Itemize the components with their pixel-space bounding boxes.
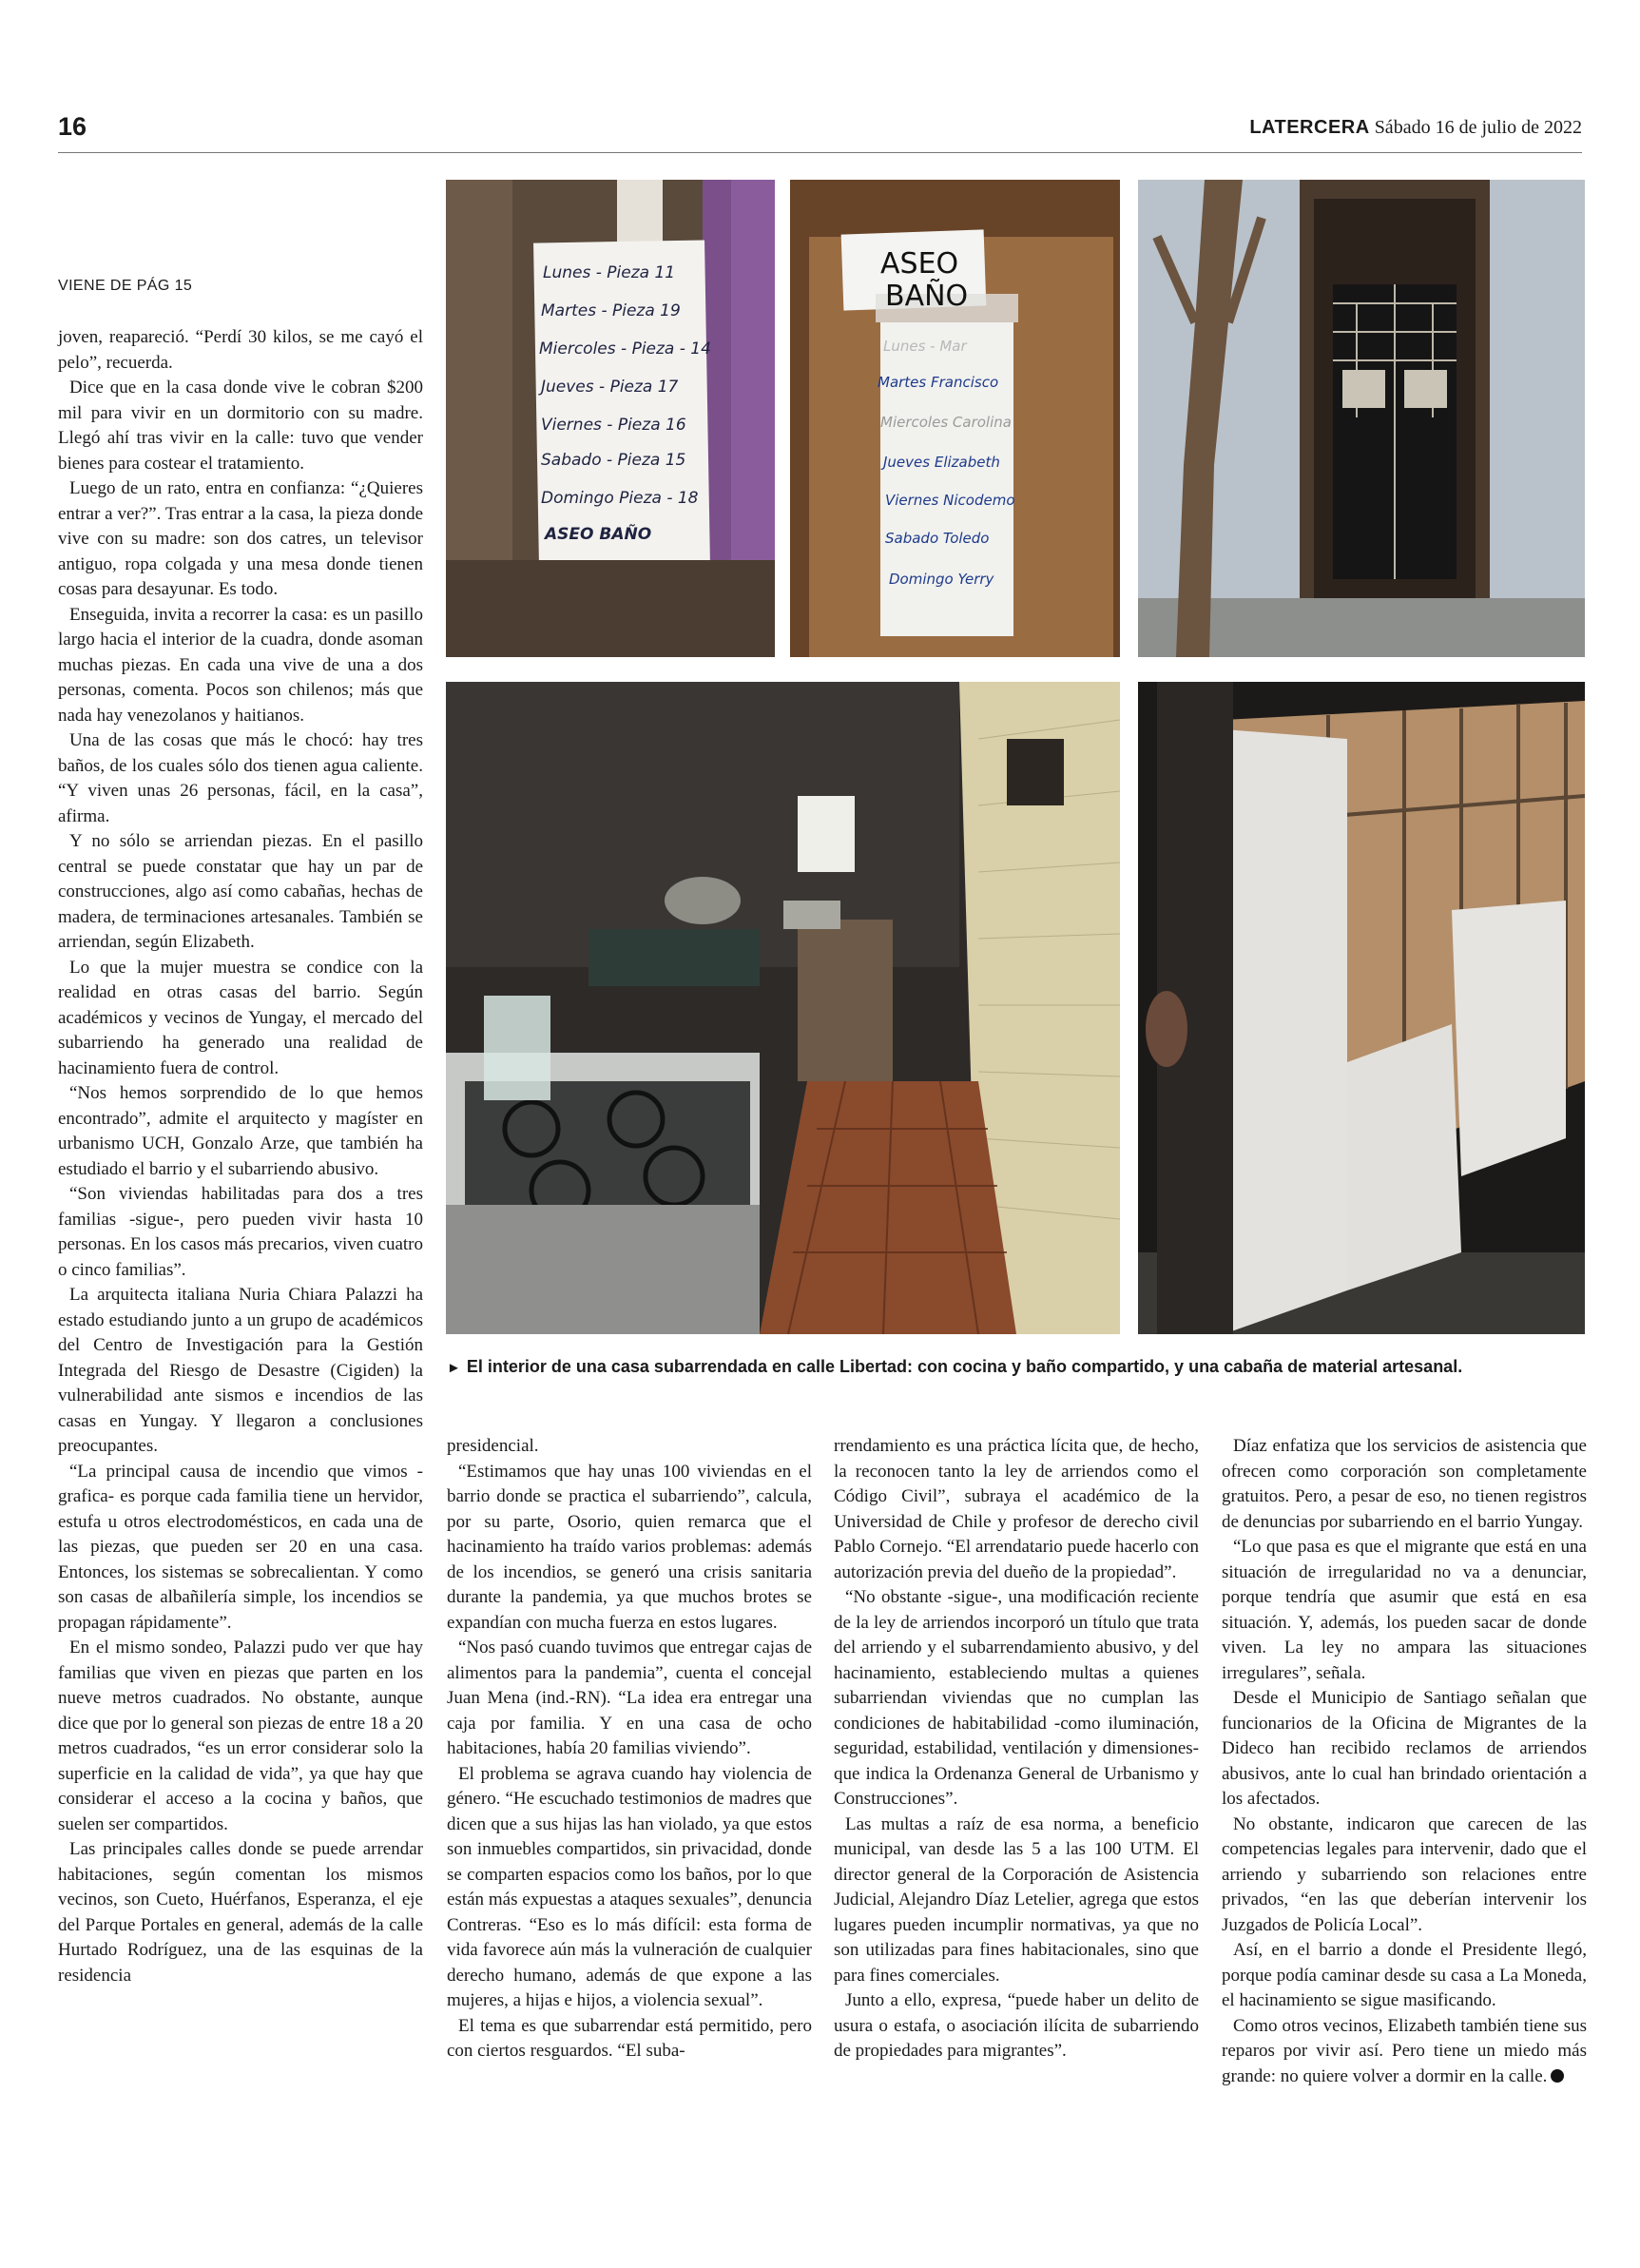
paragraph: “No obstante -sigue-, una modificación reciente de la ley de arriendos incorporó un título que trata del arriendo y el subarrendamiento abusivo, y del hacinamiento, estableciendo multas a quienes subarriendan viviendas que no cumplan las condiciones de habitabilidad -como iluminación, seguridad, estabilidad, ventilación y dimensiones- que indica la Ordenanza General de Urbanismo y Construcciones”. [834,1587,1199,1809]
roster-title-aseo: ASEO [880,247,959,281]
article-column-4 [1222,1434,1587,2089]
paragraph: Junto a ello, expresa, “puede haber un delito de usura o estafa, o asociación ilícita de subarriendo de propiedades para migrantes”. [834,1990,1199,2061]
page-number: 16 [58,112,87,141]
roster-line: Sabado Toledo [885,530,990,547]
paragraph: joven, reapareció. “Perdí 30 kilos, se me cayó el pelo”, recuerda. [58,327,423,373]
paragraph: “Estimamos que hay unas 100 viviendas en el barrio donde se practica el subarriendo”, calcula, por su parte, Osorio, quien remarca que el hacinamiento ha traído varios problemas: además de los incendios, se generó una crisis sanitaria durante la pandemia, ya que muchos brotes se expandían con mucha fuerza en estos lugares. [447,1461,812,1633]
paragraph: Desde el Municipio de Santiago señalan que funcionarios de la Oficina de Migrantes de la Dideco han recibido reclamos de arriendos abusivos, ante lo cual han brindado orientación a los afectados. [1222,1688,1587,1809]
roster-line: Martes Francisco [878,374,999,391]
schedule-line: ASEO BAÑO [545,525,652,544]
paragraph: En el mismo sondeo, Palazzi pudo ver que hay familias que viven en piezas que parten en los nueve metros cuadrados. No obstante, aunque dice que por lo general son piezas de entre 18 a 20 metros cuadrados, “es un error considerar solo la superficie en la calidad de vida”, ya que hay que considerar el acceso a la cocina y baños, que suelen ser compartidos. [58,1638,423,1834]
masthead [1249,117,1582,139]
paragraph: rrendamiento es una práctica lícita que, de hecho, la reconocen tanto la ley de arriendos como el Código Civil”, subraya el académico de la Universidad de Chile y profesor de derecho civil Pablo Cornejo. “El arrendatario puede hacerlo con autorización previa del dueño de la propiedad”. [834,1436,1199,1582]
schedule-line: Jueves - Pieza 17 [541,378,679,397]
paragraph: “Lo que pasa es que el migrante que está en una situación de irregularidad no va a denunciar, porque tendría que asumir que está en esa situación. Y, además, los pueden sacar de donde viven. La ley no ampara las situaciones irregulares”, señala. [1222,1537,1587,1683]
paragraph: No obstante, indicaron que carecen de las competencias legales para intervenir, dado que el arriendo y subarriendo son relaciones entre privados, “en las que deberían intervenir los Juzgados de Policía Local”. [1222,1813,1587,1935]
photo-house-facade [1138,180,1585,657]
schedule-line: Miercoles - Pieza - 14 [539,339,711,359]
schedule-line: Lunes - Pieza 11 [543,263,676,282]
paragraph: “Son viviendas habilitadas para dos a tres familias -sigue-, pero pueden vivir hasta 10 personas. En los casos más precarios, viven cuatro o cinco familias”. [58,1184,423,1280]
paragraph: Una de las cosas que más le chocó: hay tres baños, de los cuales sólo dos tienen agua caliente. “Y viven unas 26 personas, fácil, en la casa”, afirma. [58,730,423,826]
paragraph: El problema se agrava cuando hay violencia de género. “He escuchado testimonios de madres que dicen que a sus hijas las han violado, ya que estos son inmuebles compartidos, sin privacidad, donde se comparten espacios como los baños, por lo que están más expuestas a ataques sexuales”, denuncia Contreras. “Eso es lo más difícil: esta forma de vida favorece aún más la vulneración de cualquier derecho humano, además de que expone a las mujeres, a hijas e hijos, a violencia sexual”. [447,1763,812,2010]
paragraph: Así, en el barrio a donde el Presidente llegó, porque podía caminar desde su casa a La Moneda, el hacinamiento se sigue masificando. [1222,1940,1587,2010]
article-column-1 [58,325,423,1988]
paragraph: Las multas a raíz de esa norma, a beneficio municipal, van desde las 5 a las 100 UTM. El director general de la Corporación de Asistencia Judicial, Alejandro Díaz Letelier, agrega que estos lugares pueden incumplir normativas, ya que no son utilizadas para fines habitacionales, sino que para fines comerciales. [834,1813,1199,1986]
roster-line: Lunes - Mar [883,338,967,355]
paragraph: Enseguida, invita a recorrer la casa: es un pasillo largo hacia el interior de la cuadra, donde asoman muchas piezas. En cada una vive de una a dos personas, comenta. Pocos son chilenos; más que nada hay venezolanos y haitianos. [58,604,423,726]
photo-shared-kitchen [446,682,1120,1334]
roster-line: Miercoles Carolina [880,414,1012,431]
paragraph: “La principal causa de incendio que vimos -grafica- es porque cada familia tiene un hervidor, estufa u otros electrodomésticos, en cada una de las piezas, que pueden ser 20 en una casa. Entonces, los sistemas se sobrecalientan. Y como son casas de albañilería simple, los incendios se propagan rápidamente”. [58,1461,423,1633]
issue-date: Sábado 16 de julio de 2022 [1374,117,1582,138]
schedule-line: Sabado - Pieza 15 [541,451,686,470]
continued-from-kicker: VIENE DE PÁG 15 [58,278,193,294]
article-column-3 [834,1434,1199,2064]
paragraph: El tema es que subarrendar está permitido, pero con ciertos resguardos. “El suba- [447,2015,812,2061]
paragraph: Dice que en la casa donde vive le cobran $200 mil para vivir en un dormitorio con su madre. Llegó ahí tras vivir en la calle: tuvo que vender bienes para costear el tratamiento. [58,378,423,474]
paragraph: La arquitecta italiana Nuria Chiara Palazzi ha estado estudiando junto a un grupo de académicos del Centro de Investigación para la Gestión Integrada del Riesgo de Desastre (Cigiden) la vulnerabilidad ante sismos e incendios de las casas en Yungay. Y llegaron a conclusiones preocupantes. [58,1285,423,1456]
paragraph: Las principales calles donde se puede arrendar habitaciones, según comentan los mismos vecinos, son Cueto, Huérfanos, Esperanza, el eje del Parque Portales en general, además de la calle Hurtado Rodríguez, una de las esquinas de la residencia [58,1839,423,1986]
paragraph: Y no sólo se arriendan piezas. En el pasillo central se puede constatar que hay un par de construcciones, algo así como cabañas, hechas de madera, de terminaciones artesanales. También se arriendan, según Elizabeth. [58,831,423,952]
paragraph: “Nos hemos sorprendido de lo que hemos encontrado”, admite el arquitecto y magíster en urbanismo UCH, Gonzalo Arze, que también ha estudiado el barrio y el subarriendo abusivo. [58,1083,423,1179]
paragraph: “Nos pasó cuando tuvimos que entregar cajas de alimentos para la pandemia”, cuenta el concejal Juan Mena (ind.-RN). “La idea era entregar una caja por familia. Y en una casa de ocho habitaciones, había 20 familias viviendo”. [447,1638,812,1758]
caption-text: El interior de una casa subarrendada en calle Libertad: con cocina y baño compartido, y una cabaña de material artesanal. [466,1357,1463,1376]
paragraph: Díaz enfatiza que los servicios de asistencia que ofrecen como corporación son completamente gratuitos. Pero, a pesar de eso, no tienen registros de denuncias por subarriendo en el barrio Yungay. [1222,1436,1587,1532]
photo-bathroom-roster [790,180,1120,657]
newspaper-brand: LATERCERA [1249,117,1370,138]
caption-arrow-icon: ► [447,1360,461,1376]
paragraph-final [1222,2014,1587,2090]
schedule-line: Domingo Pieza - 18 [541,489,699,508]
roster-line: Jueves Elizabeth [883,454,1000,471]
photo-wooden-cabin [1138,682,1585,1334]
end-of-article-dot-icon [1551,2069,1564,2083]
paragraph: Luego de un rato, entra en confianza: “¿Quieres entrar a ver?”. Tras entrar a la casa, la pieza donde vive con su madre: son dos catres, un televisor antiguo, ropa colgada y una mesa donde tienen cosas para desayunar. Es todo. [58,478,423,599]
photo-caption [447,1357,1462,1377]
roster-line: Viernes Nicodemo [885,492,1015,509]
header-rule [58,152,1582,153]
roster-line: Domingo Yerry [889,571,994,588]
article-column-2 [447,1434,812,2064]
schedule-line: Viernes - Pieza 16 [541,416,686,435]
photo-room-schedule [446,180,775,657]
schedule-line: Martes - Pieza 19 [541,301,681,320]
roster-title-bano: BAÑO [885,280,969,313]
paragraph: Lo que la mujer muestra se condice con la realidad en otras casas del barrio. Según académicos y vecinos de Yungay, el mercado del subarriendo ha generado una realidad de hacinamiento fuera de control. [58,957,423,1078]
paragraph-final-text: Como otros vecinos, Elizabeth también tiene sus reparos por vivir así. Pero tiene un miedo más grande: no quiere volver a dormir en la calle. [1222,2015,1587,2086]
paragraph: presidencial. [447,1436,539,1456]
